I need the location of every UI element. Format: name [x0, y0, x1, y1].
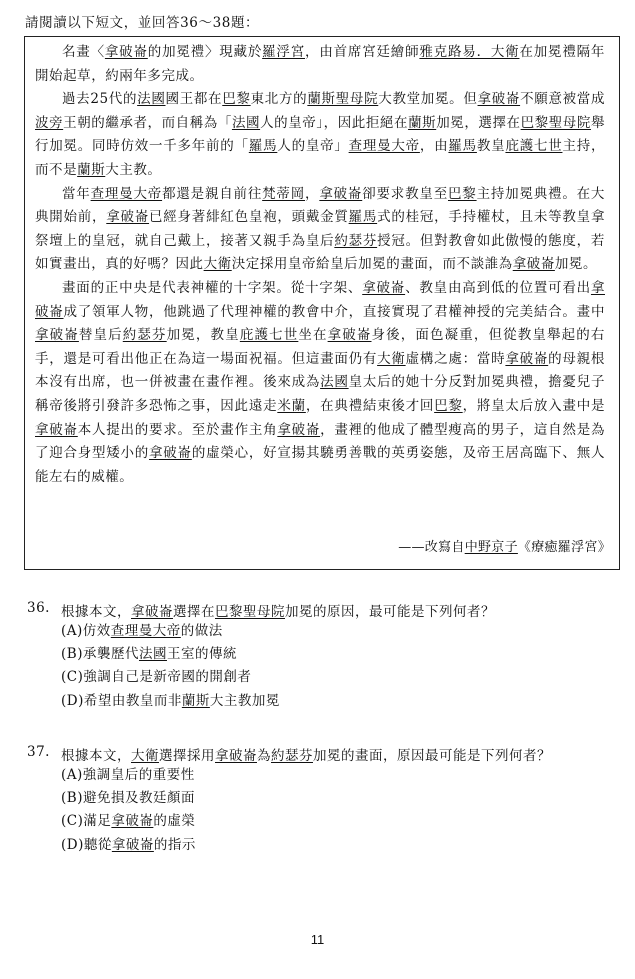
question-stem: [27, 744, 627, 764]
option-a: (A)強調皇后的重要性: [61, 767, 195, 783]
question-text: 根據本文，大衛選擇採用拿破崙為約瑟芬加冕的畫面，原因最可能是下列何者？: [61, 748, 551, 764]
option-a: (A)仿效查理曼大帝的做法: [61, 623, 223, 639]
question-text: 根據本文，拿破崙選擇在巴黎聖母院加冕的原因，最可能是下列何者？: [61, 604, 495, 620]
question-number: 37.: [27, 744, 50, 760]
passage-paragraph-2: 過去25代的法國國王都在巴黎東北方的蘭斯聖母院大教堂加冕。但拿破崙不願意被當成波旁王朝的繼承者，而自稱為「法國人的皇帝」，因此拒絕在蘭斯加冕，選擇在巴黎聖母院舉行加冕。同時仿效一千多年前的「羅馬人的皇帝」查理曼大帝，由羅馬教皇庇護七世主持，而不是蘭斯大主教。: [35, 91, 606, 178]
passage-paragraph-4: 畫面的正中央是代表神權的十字架。從十字架、拿破崙、教皇由高到低的位置可看出拿破崙成了領軍人物，他跳過了代理神權的教會中介，直接實現了君權神授的完美結合。畫中拿破崙替皇后約瑟芬加冕，教皇庇護七世坐在拿破崙身後，面色凝重，但從教皇舉起的右手，還是可看出他正在為這一場面祝福。但這畫面仍有大衛虛構之處：當時拿破崙的母親根本沒有出席，也一併被畫在畫作裡。後來成為法國皇太后的她十分反對加冕典禮，擔憂兒子稱帝後將引發許多恐怖之事，因此遠走米蘭，在典禮結束後才回巴黎，將皇太后放入畫中是拿破崙本人提出的要求。至於畫作主角拿破崙，畫裡的他成了體型瘦高的男子，這自然是為了迎合身型矮小的拿破崙的虛榮心，好宣揚其驍勇善戰的英勇姿態，及帝王居高臨下、無人能左右的威權。: [35, 279, 605, 485]
passage-paragraph-3: 當年查理曼大帝都還是親自前往梵蒂岡，拿破崙卻要求教皇至巴黎主持加冕典禮。在大典開始前，拿破崙已經身著緋紅色皇袍，頭戴金質羅馬式的桂冠，手持權杖，且未等教皇拿祭壇上的皇冠，就自己戴上，接著又親手為皇后約瑟芬授冠。但對教會如此傲慢的態度，若如實畫出，真的好嗎？因此大衛決定採用皇帝給皇后加冕的畫面，而不談誰為拿破崙加冕。: [35, 185, 605, 273]
passage-text: [35, 41, 605, 489]
option-b: (B)避免損及教廷顏面: [61, 790, 195, 807]
option-c: (C)滿足拿破崙的虛榮: [61, 813, 196, 830]
option-b: (B)承襲歷代法國王室的傳統: [61, 646, 237, 663]
question-number: 36.: [27, 600, 50, 616]
option-d: (D)希望由教皇而非蘭斯大主教加冕: [61, 692, 280, 709]
option-list: [61, 620, 627, 713]
question-stem: [27, 600, 627, 620]
question-37: [27, 744, 627, 857]
instruction-text: 請閱讀以下短文，並回答36～38題：: [25, 15, 260, 31]
option-list: [61, 764, 627, 857]
question-36: [27, 600, 627, 713]
passage-paragraph-1: 名畫〈拿破崙的加冕禮〉現藏於羅浮宮，由首席宮廷繪師雅克路易．大衛在加冕禮隔年開始起草，約兩年多完成。: [35, 44, 605, 84]
option-c: (C)強調自己是新帝國的開創者: [61, 669, 252, 686]
option-d: (D)聽從拿破崙的指示: [61, 836, 196, 853]
passage-source: ——改寫自中野京子《療癒羅浮宮》: [398, 540, 611, 555]
page-number: 11: [310, 932, 325, 947]
